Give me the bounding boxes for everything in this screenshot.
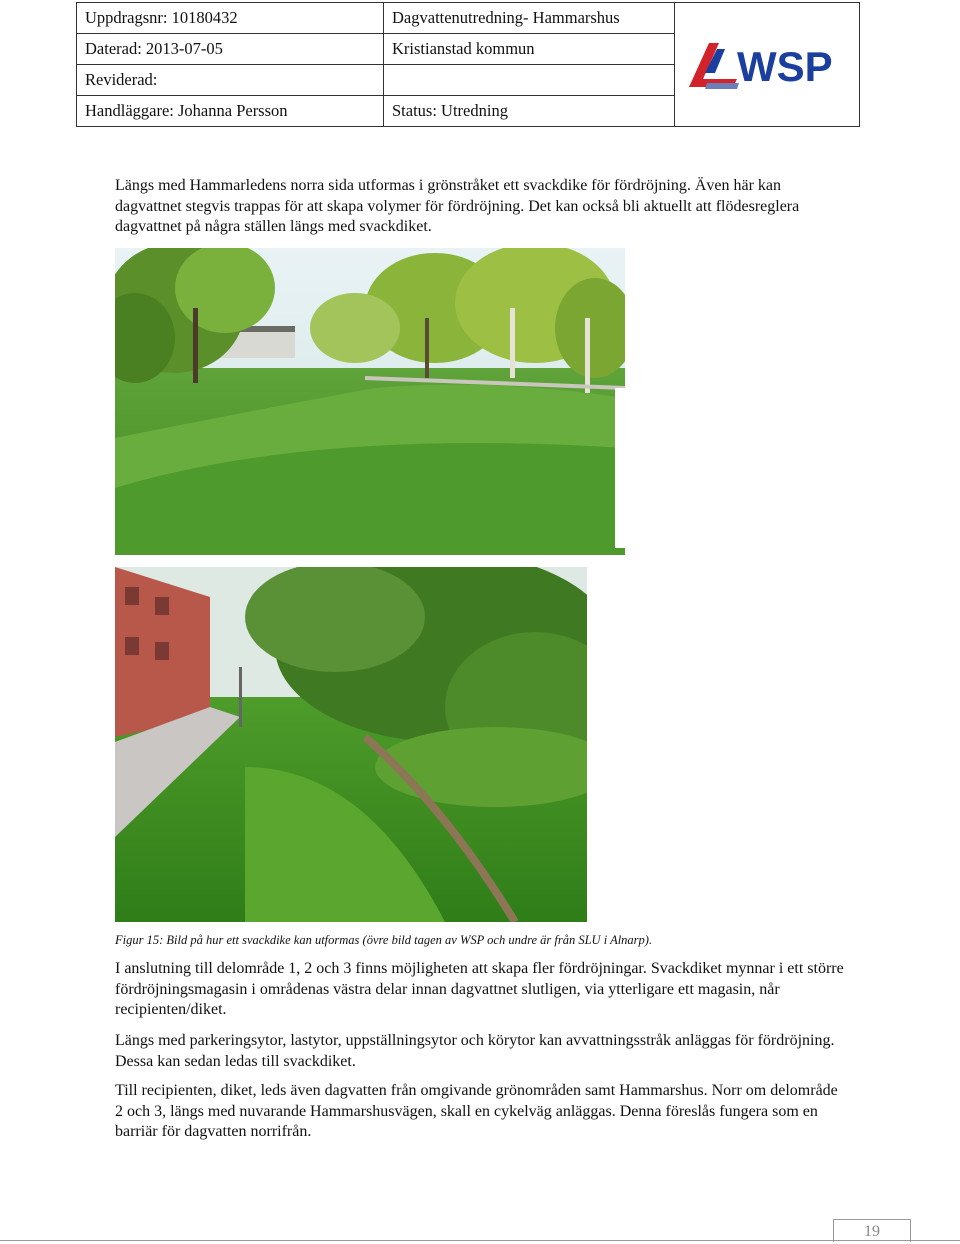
paragraph-2: Längs med parkeringsytor, lastytor, uppställningsytor och körytor kan avvattningsstråk anläggas för fördröjning. Dessa kan sedan ledas till svackdiket.	[115, 1032, 835, 1070]
footer-rule	[0, 1240, 960, 1241]
status: Status: Utredning	[384, 96, 675, 127]
date-dated: Daterad: 2013-07-05	[77, 34, 384, 65]
document-header	[76, 2, 860, 127]
wsp-logo	[685, 35, 850, 95]
handler: Handläggare: Johanna Persson	[77, 96, 384, 127]
intro-paragraph: Längs med Hammarledens norra sida utformas i grönstråket ett svackdike för fördröjning. Även här kan dagvattnet stegvis trappas för att skapa volymer för fördröjning. Det kan också bli aktuellt att flödesreglera dagvattnet på några ställen längs med svackdiket.	[115, 177, 800, 235]
municipality: Kristianstad kommun	[384, 34, 675, 65]
logo-cell	[675, 3, 860, 127]
report-title: Dagvattenutredning- Hammarshus	[384, 3, 675, 34]
paragraph-3: Till recipienten, diket, leds även dagvatten från omgivande grönområden samt Hammarshus. Norr om delområde 2 och 3, längs med nuvarande Hammarshusvägen, skall en cykelväg anläggas. Denna föreslås fungera som en barriär för dagvatten norrifrån.	[115, 1082, 838, 1140]
photo-wsp-swale	[115, 248, 625, 555]
assignment-number: Uppdragsnr: 10180432	[77, 3, 384, 34]
paragraph-1: I anslutning till delområde 1, 2 och 3 finns möjligheten att skapa fler fördröjningar. Svackdiket mynnar i ett större fördröjningsmagasin i områdenas västra delar innan dagvattnet slutligen, via ytterligare ett magasin, når recipienten/diket.	[115, 960, 844, 1018]
photo-slu-swale	[115, 567, 587, 922]
page-number: 19	[833, 1219, 911, 1242]
svg-text:WSP: WSP	[736, 42, 833, 90]
figure-caption: Figur 15: Bild på hur ett svackdike kan utformas (övre bild tagen av WSP och undre är från SLU i Alnarp).	[115, 933, 653, 947]
empty-cell	[384, 65, 675, 96]
revised: Reviderad:	[77, 65, 384, 96]
